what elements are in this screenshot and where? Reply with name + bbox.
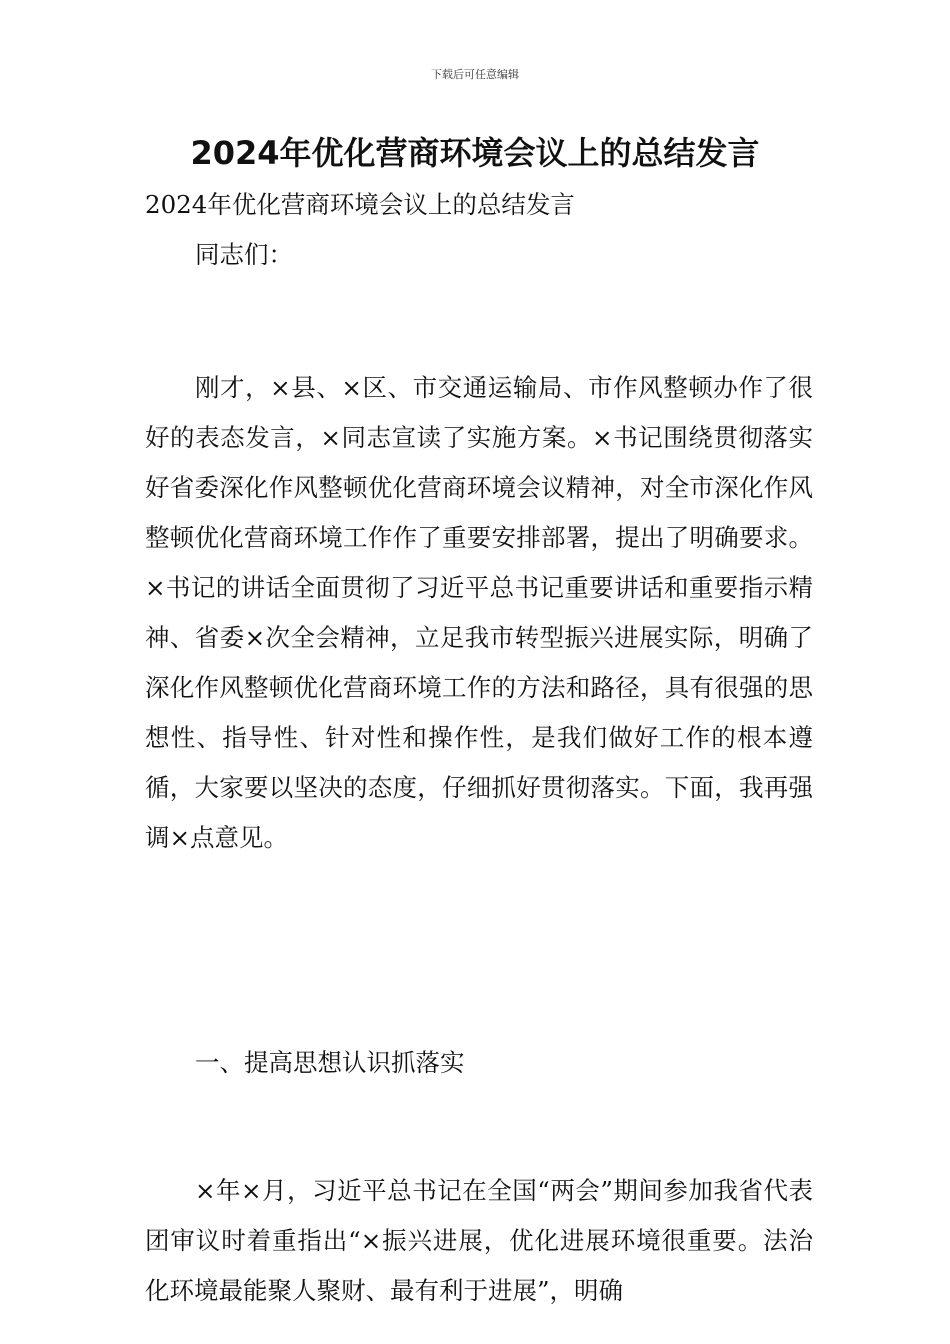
spacer [145,1088,813,1166]
greeting: 同志们： [195,240,293,269]
document-subtitle: 2024年优化营商环境会议上的总结发言 [145,190,575,219]
paragraph-section1: ×年×月，习近平总书记在全国“两会”期间参加我省代表团审议时着重指出“×振兴进展，优化进展环境很重要。法治化环境最能聚人聚财、最有利于进展”，明确 [145,1176,813,1305]
section-heading: 一、提高思想认识抓落实 [195,1048,465,1077]
paragraph-intro: 刚才，×县、×区、市交通运输局、市作风整顿办作了很好的表态发言，×同志宣读了实施方案。×书记围绕贯彻落实好省委深化作风整顿优化营商环境会议精神，对全市深化作风整顿优化营商环境工作作了重要安排部署，提出了明确要求。×书记的讲话全面贯彻了习近平总书记重要讲话和重要指示精神、省委×次全会精神，立足我市转型振兴进展实际，明确了深化作风整顿优化营商环境工作的方法和路径，具有很强的思想性、指导性、针对性和操作性，是我们做好工作的根本遵循，大家要以坚决的态度，仔细抓好贯彻落实。下面，我再强调×点意见。 [145,373,813,852]
spacer [145,280,813,363]
document-body [145,180,813,1316]
document-title: 2024年优化营商环境会议上的总结发言 [190,134,760,172]
download-note: 下载后可任意编辑 [431,68,519,81]
spacer [145,863,813,1038]
